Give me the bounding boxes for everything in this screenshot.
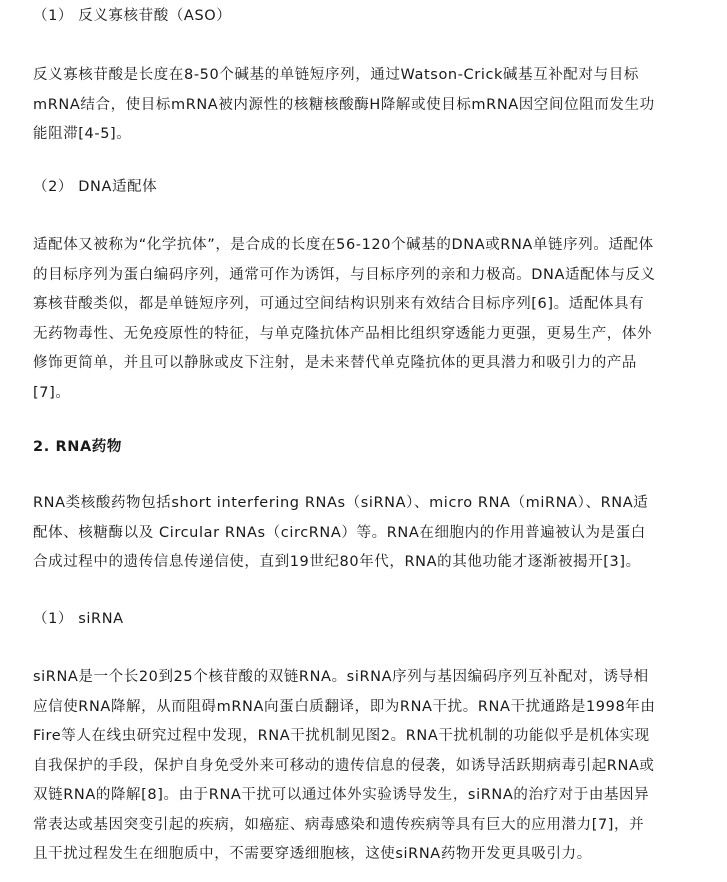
paragraph-line: 且干扰过程发生在细胞质中，不需要穿透细胞核，这使siRNA药物开发更具吸引力。 — [33, 846, 592, 862]
paragraph-line: 反义寡核苷酸是长度在8-50个碱基的单链短序列，通过Watson-Crick碱基互补配对与目标 — [33, 67, 639, 83]
paragraph-line: 无药物毒性、无免疫原性的特征，与单克隆抗体产品相比组织穿透能力更强，更易生产，体外 — [33, 325, 653, 342]
paragraph-line: 寡核苷酸类似，都是单链短序列，可通过空间结构识别来有效结合目标序列[6]。适配体具有 — [33, 296, 645, 312]
paragraph-line: 自我保护的手段，保护自身免受外来可移动的遗传信息的侵袭，如诱导活跃期病毒引起RNA或 — [33, 757, 655, 774]
paragraph-line: siRNA是一个长20到25个核苷酸的双链RNA。siRNA序列与基因编码序列互补配对，诱导相 — [33, 669, 649, 685]
paragraph-line: 应信使RNA降解，从而阻碍mRNA向蛋白质翻译，即为RNA干扰。RNA干扰通路是1998年由 — [33, 698, 656, 715]
paragraph-line: 适配体又被称为“化学抗体”，是合成的长度在56-120个碱基的DNA或RNA单链序列。适配体 — [33, 237, 654, 253]
paragraph-sirna — [33, 663, 693, 870]
paragraph-line: 配体、核糖酶以及 Circular RNAs（circRNA）等。RNA在细胞内的作用普遍被认为是蛋白 — [33, 524, 646, 541]
paragraph-line: [7]。 — [33, 384, 71, 401]
paragraph-line: mRNA结合，使目标mRNA被内源性的核糖核酸酶H降解或使目标mRNA因空间位阻而发生功 — [33, 96, 655, 113]
paragraph-line: 能阻滞[4-5]。 — [33, 126, 132, 142]
heading-sirna: （1） siRNA — [33, 611, 124, 627]
paragraph-rna-drugs — [33, 489, 693, 578]
paragraph-line: Fire等人在线虫研究过程中发现，RNA干扰机制见图2。RNA干扰机制的功能似乎是机体实现 — [33, 728, 650, 744]
paragraph-line: 修饰更简单，并且可以静脉或皮下注射，是未来替代单克隆抗体的更具潜力和吸引力的产品 — [33, 355, 637, 371]
paragraph-line: RNA类核酸药物包括short interfering RNAs（siRNA）、micro RNA（miRNA）、RNA适 — [33, 495, 649, 511]
paragraph-line: 双链RNA的降解[8]。由于RNA干扰可以通过体外实验诱导发生，siRNA的治疗对于由基因异 — [33, 787, 650, 803]
paragraph-line: 的目标序列为蛋白编码序列，通常可作为诱饵，与目标序列的亲和力极高。DNA适配体与反义 — [33, 266, 656, 283]
paragraph-aso — [33, 61, 693, 150]
heading-dna-aptamer: （2） DNA适配体 — [33, 179, 158, 195]
heading-aso: （1） 反义寡核苷酸（ASO） — [33, 8, 232, 24]
paragraph-line: 合成过程中的遗传信息传递信使，直到19世纪80年代，RNA的其他功能才逐渐被揭开[3]。 — [33, 554, 641, 570]
paragraph-dna-aptamer — [33, 231, 693, 408]
heading-rna-drugs: 2. RNA药物 — [33, 439, 122, 455]
paragraph-line: 常表达或基因突变引起的疾病，如癌症、病毒感染和遗传疾病等具有巨大的应用潜力[7]，并 — [33, 816, 645, 833]
